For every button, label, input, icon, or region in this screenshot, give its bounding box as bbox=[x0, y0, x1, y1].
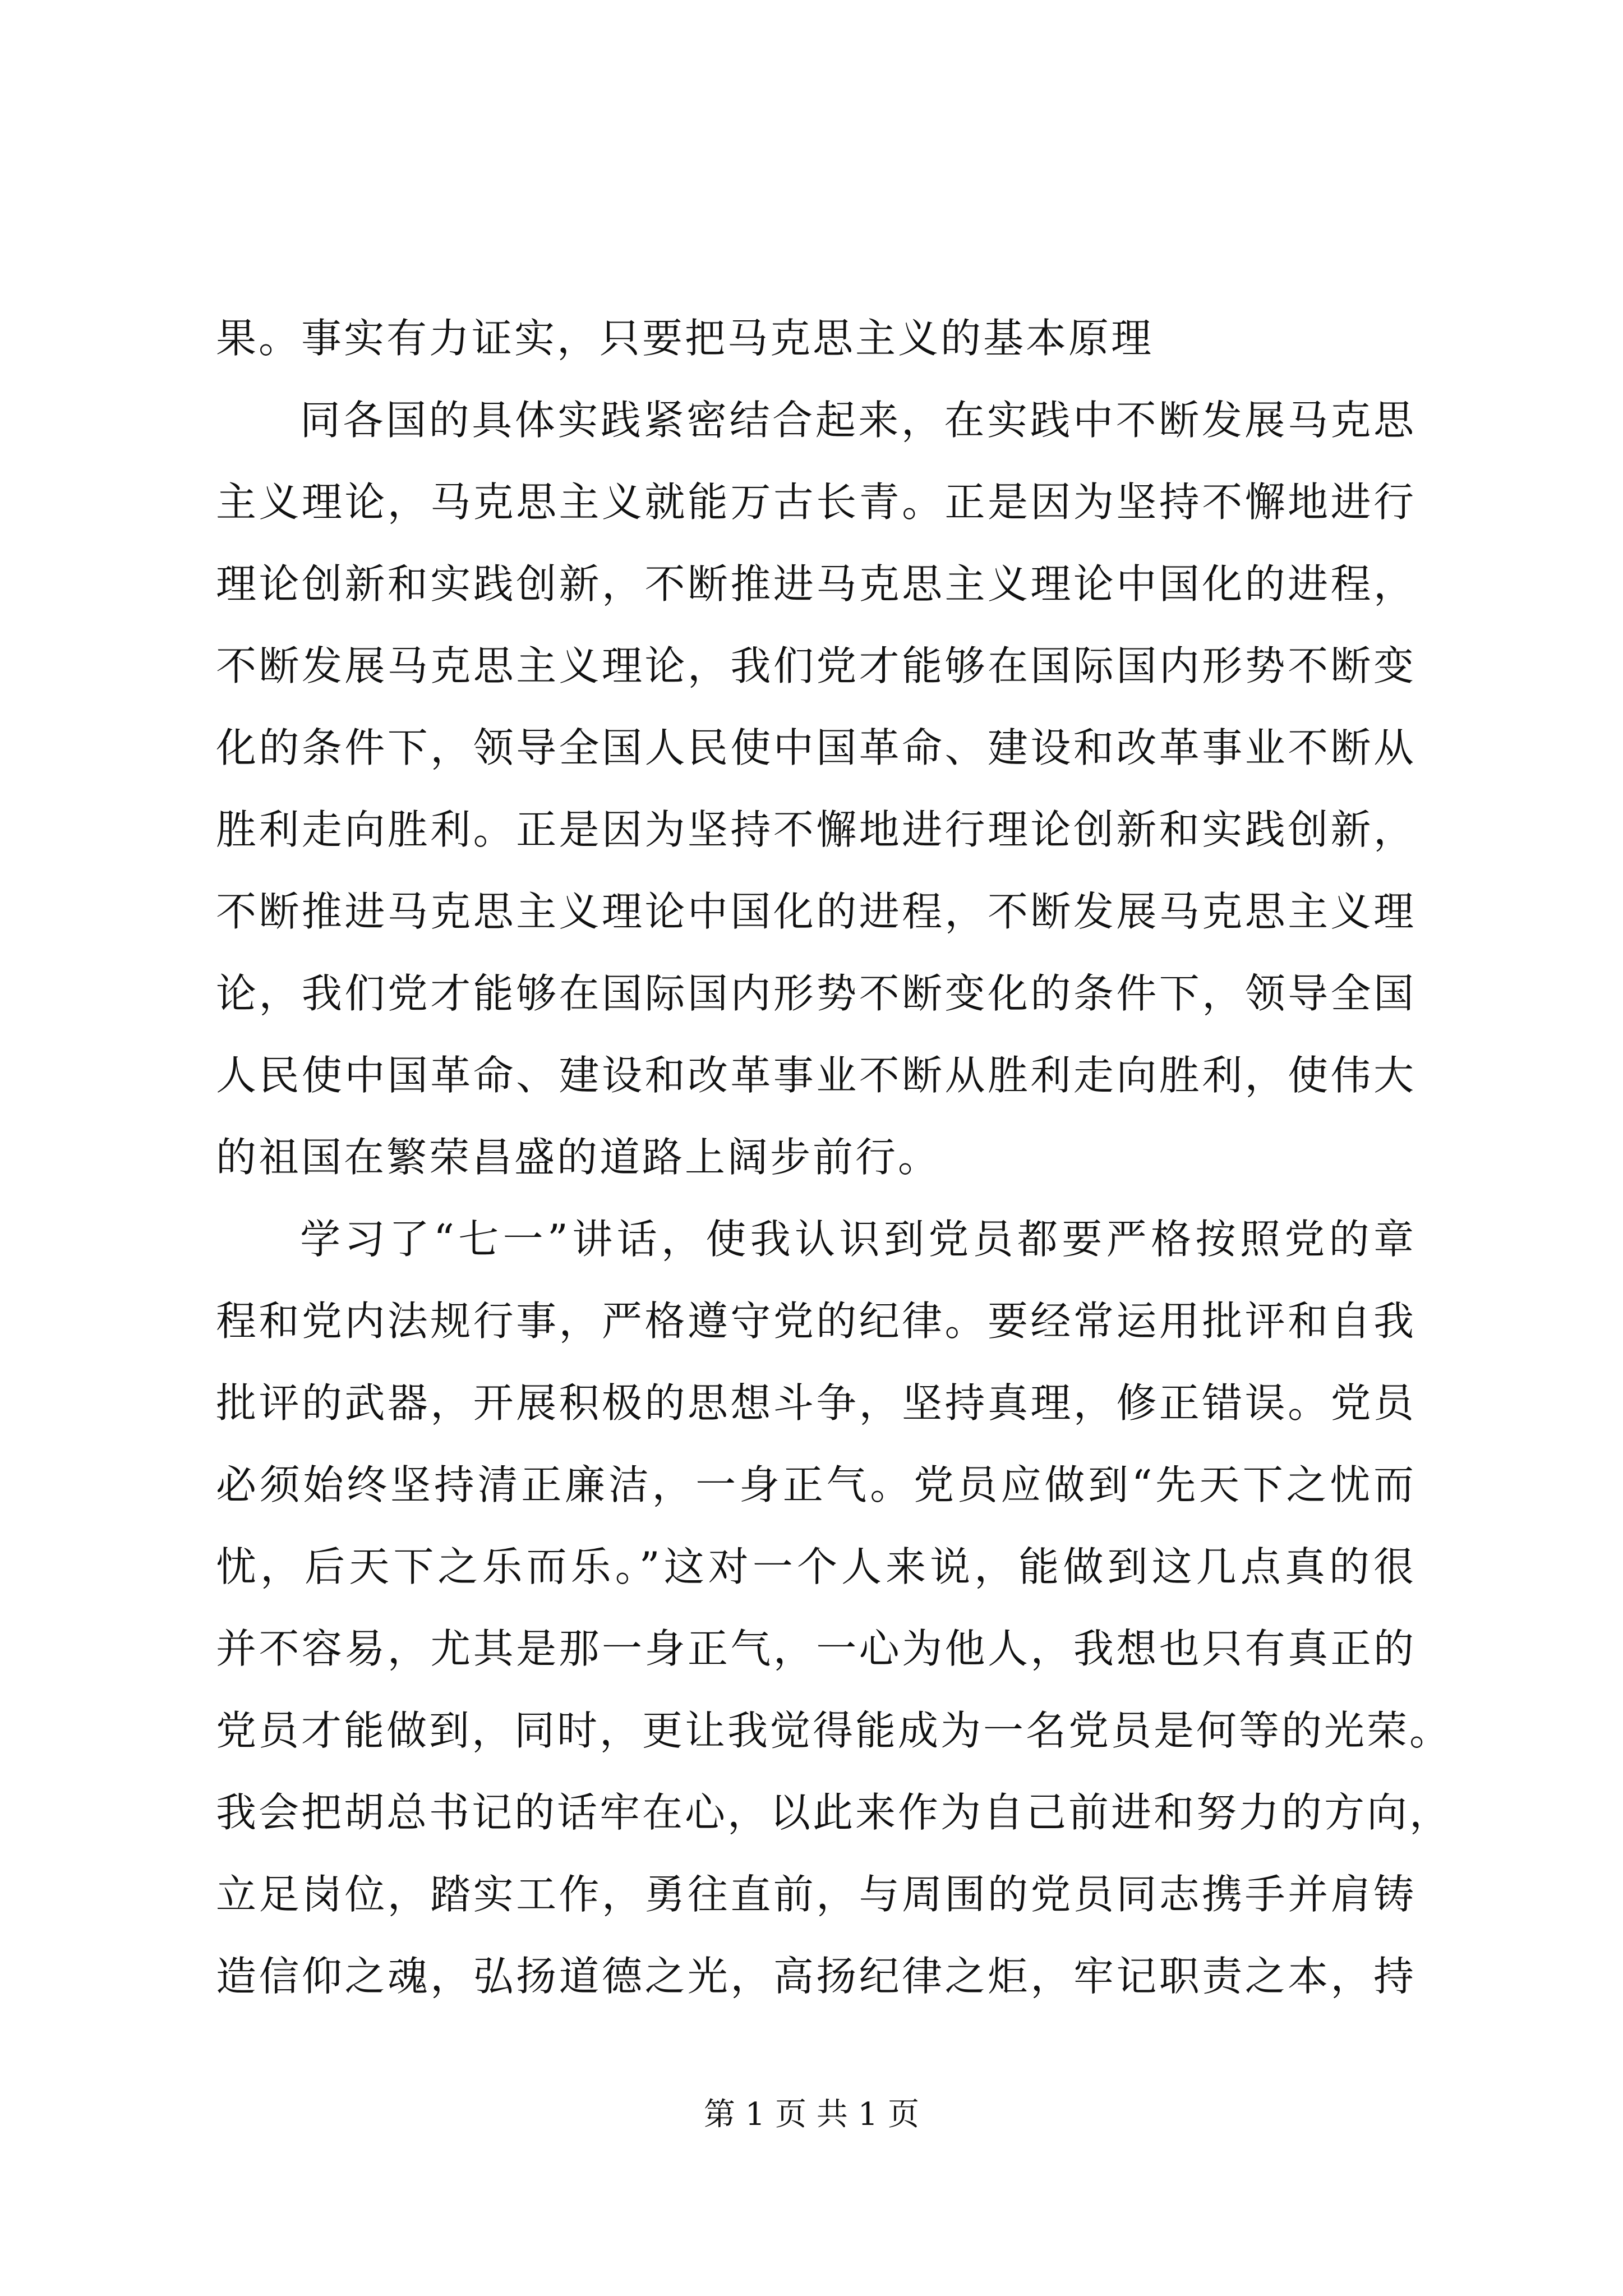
text-line: 我会把胡总书记的话牢在心，以此来作为自己前进和努力的方向， bbox=[216, 1789, 1453, 1836]
text-line: 人民使中国革命、建设和改革事业不断从胜利走向胜利，使伟大 bbox=[216, 1052, 1416, 1099]
text-line: 立足岗位，踏实工作，勇往直前，与周围的党员同志携手并肩铸 bbox=[216, 1871, 1416, 1918]
text-line: 学习了“七一”讲话，使我认识到党员都要严格按照党的章 bbox=[300, 1216, 1416, 1263]
text-line: 不断发展马克思主义理论，我们党才能够在国际国内形势不断变 bbox=[216, 642, 1416, 689]
text-line: 造信仰之魂，弘扬道德之光，高扬纪律之炬，牢记职责之本，持 bbox=[216, 1953, 1416, 2000]
text-line: 同各国的具体实践紧密结合起来，在实践中不断发展马克思 bbox=[300, 397, 1416, 444]
text-line: 不断推进马克思主义理论中国化的进程，不断发展马克思主义理 bbox=[216, 888, 1416, 935]
body-text bbox=[216, 297, 1453, 2017]
text-line: 党员才能做到，同时，更让我觉得能成为一名党员是何等的光荣。 bbox=[216, 1707, 1453, 1754]
page-number-footer: 第 1 页 共 1 页 bbox=[703, 2096, 920, 2133]
text-line: 胜利走向胜利。正是因为坚持不懈地进行理论创新和实践创新， bbox=[216, 806, 1416, 853]
text-line: 并不容易，尤其是那一身正气，一心为他人，我想也只有真正的 bbox=[216, 1625, 1416, 1672]
text-line: 理论创新和实践创新，不断推进马克思主义理论中国化的进程， bbox=[216, 560, 1416, 608]
text-line: 必须始终坚持清正廉洁，一身正气。党员应做到“先天下之忧而 bbox=[216, 1461, 1416, 1508]
text-line: 化的条件下，领导全国人民使中国革命、建设和改革事业不断从 bbox=[216, 724, 1416, 771]
text-line: 论，我们党才能够在国际国内形势不断变化的条件下，领导全国 bbox=[216, 970, 1416, 1017]
text-line: 果。事实有力证实，只要把马克思主义的基本原理 bbox=[216, 315, 1154, 362]
text-line: 主义理论，马克思主义就能万古长青。正是因为坚持不懈地进行 bbox=[216, 478, 1416, 526]
text-line: 程和党内法规行事，严格遵守党的纪律。要经常运用批评和自我 bbox=[216, 1297, 1416, 1345]
text-line: 批评的武器，开展积极的思想斗争，坚持真理，修正错误。党员 bbox=[216, 1379, 1416, 1427]
text-line: 忧，后天下之乐而乐。”这对一个人来说，能做到这几点真的很 bbox=[216, 1543, 1416, 1590]
text-line: 的祖国在繁荣昌盛的道路上阔步前行。 bbox=[216, 1134, 941, 1181]
